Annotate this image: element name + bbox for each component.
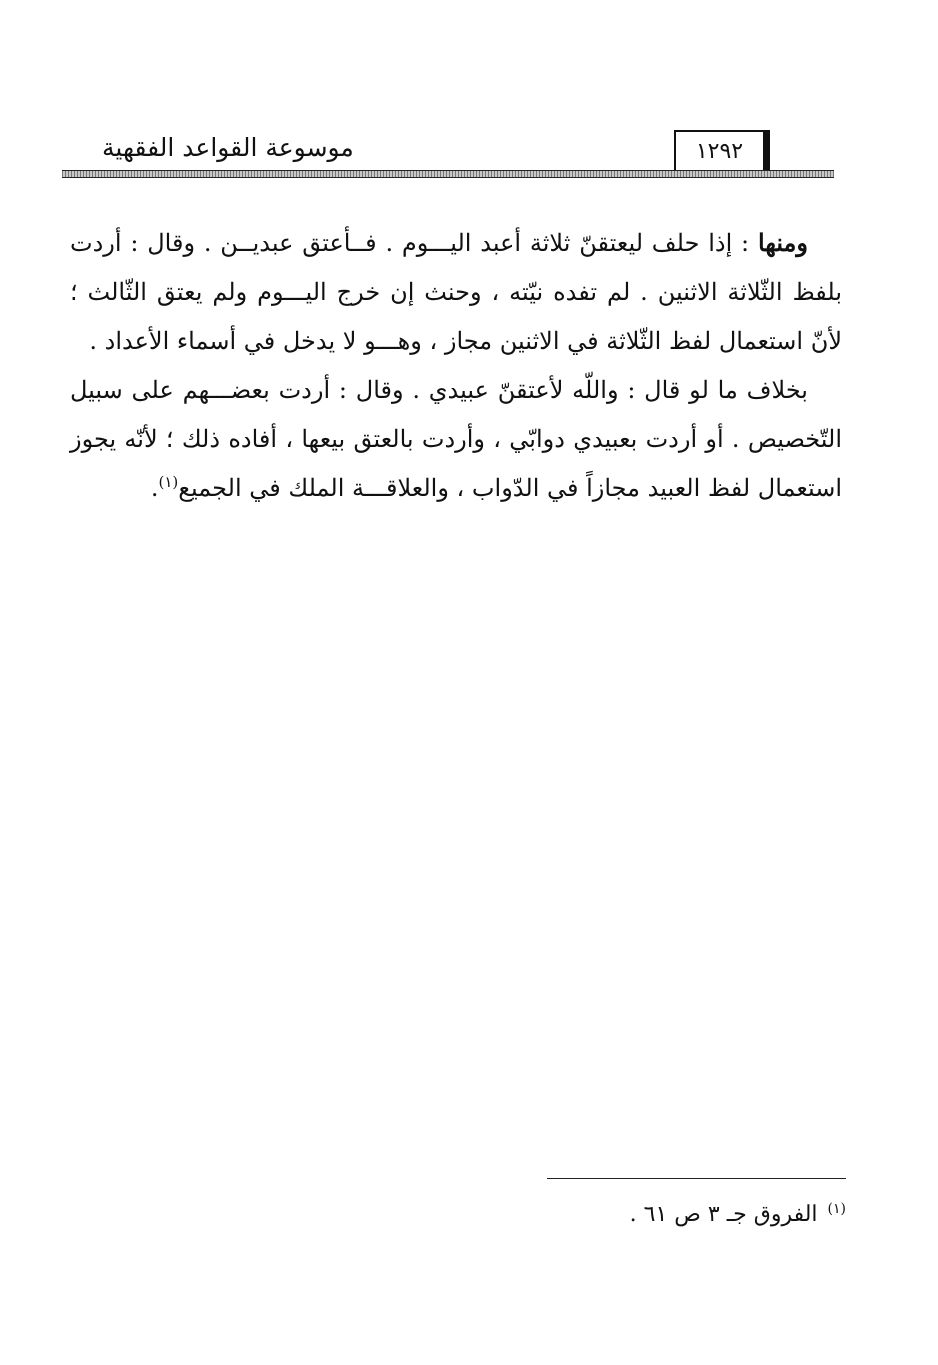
header-rule — [62, 170, 834, 178]
page-number-box — [674, 130, 770, 172]
footnote-marker: (١) — [827, 1200, 846, 1217]
page-number: ١٢٩٢ — [695, 139, 744, 164]
book-title: موسوعة القواعد الفقهية — [102, 133, 354, 162]
paragraph-2-end: . — [150, 474, 159, 502]
main-text — [70, 218, 842, 513]
paragraph-2-text: بخلاف ما لو قال : واللّه لأعتقنّ عبيدي . وقال : أردت بعضـــهم على سبيل التّخصيص . أو أردت بعبيدي دوابّي ، وأردت بالعتق بيعها ، أفاده ذلك ؛ لأنّه يجوز استعمال لفظ العبيد مجازاً في الدّواب ، والعلاقـــة الملك في الجميع — [70, 376, 842, 502]
footnote-text: الفروق جـ ٣ ص ٦١ . — [629, 1202, 818, 1227]
paragraph-1-text: : إذا حلف ليعتقنّ ثلاثة أعبد اليـــوم . فــأعتق عبديــن . وقال : أردت بلفظ الثّلاثة الاثنين . لم تفده نيّته ، وحنث إن خرج اليـــوم ولم يعتق الثّالث ؛ لأنّ استعمال لفظ الثّلاثة في الاثنين مجاز ، وهـــو لا يدخل في أسماء الأعداد . — [70, 229, 842, 355]
paragraph-2 — [70, 366, 842, 513]
paragraph-1 — [70, 218, 842, 366]
footnote-reference[interactable]: (١) — [158, 473, 179, 491]
footnote-separator — [547, 1178, 846, 1179]
paragraph-1-lead-word: ومنها — [757, 228, 808, 257]
running-header — [62, 128, 834, 180]
footnote — [630, 1198, 846, 1232]
